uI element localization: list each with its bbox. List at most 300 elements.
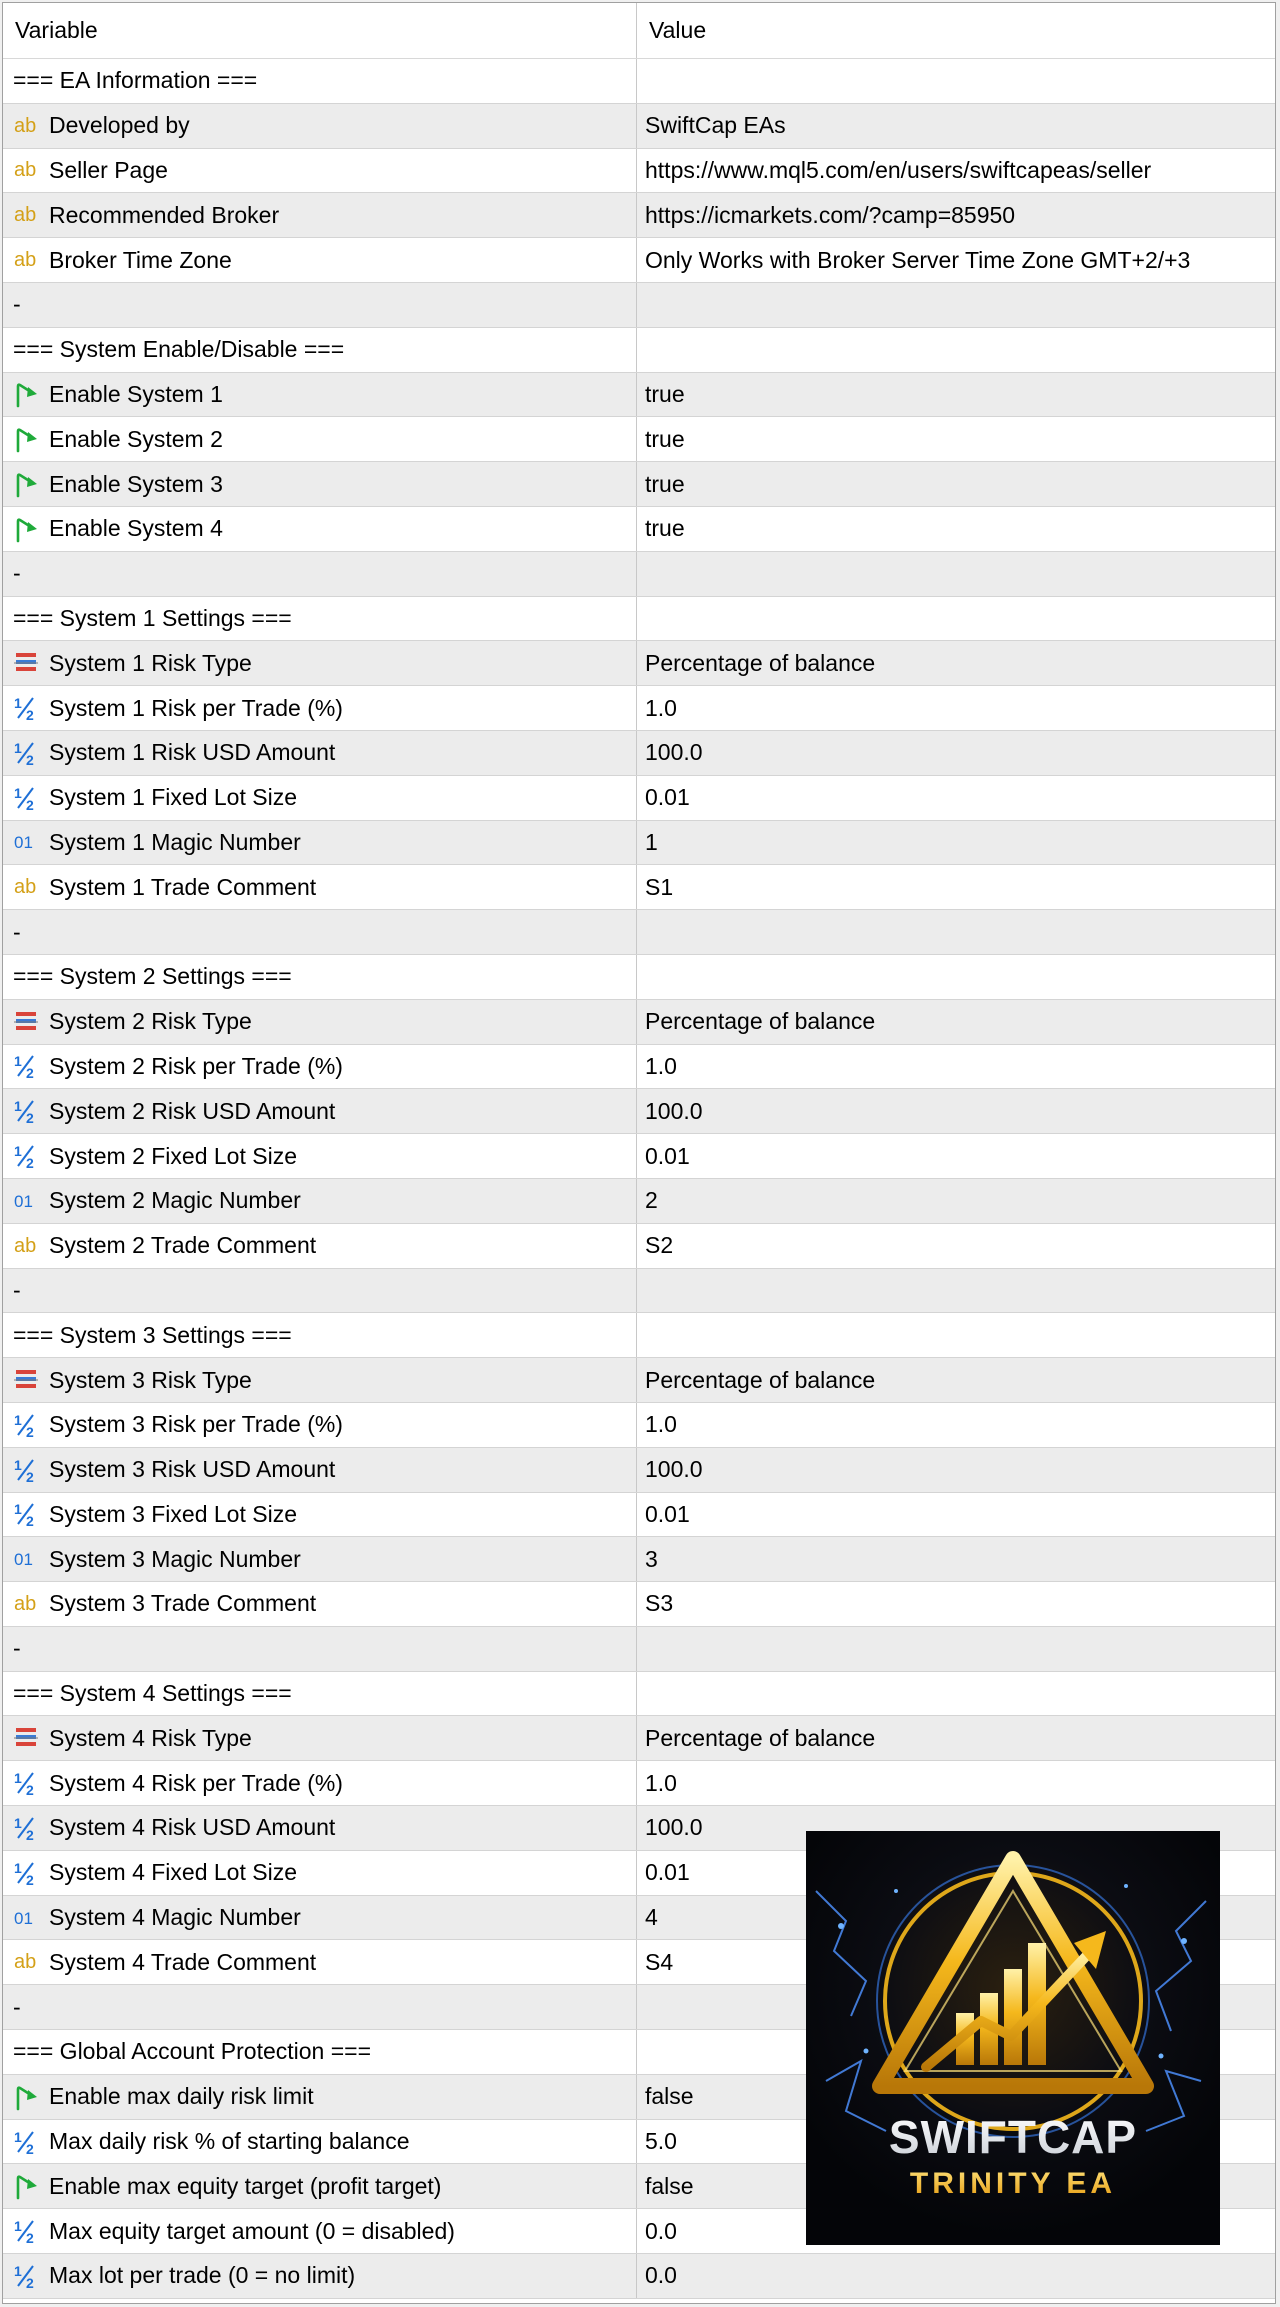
- variable-label: Enable System 3: [49, 470, 223, 497]
- table-row[interactable]: [3, 1403, 1275, 1448]
- table-row[interactable]: [3, 59, 1275, 104]
- variable-label: Enable System 1: [49, 380, 223, 407]
- value-cell[interactable]: [637, 686, 1275, 730]
- svg-text:2: 2: [26, 1513, 34, 1529]
- value-cell[interactable]: [637, 731, 1275, 775]
- value-cell[interactable]: [637, 641, 1275, 685]
- bool-type-icon: [13, 424, 41, 454]
- table-row[interactable]: [3, 1627, 1275, 1672]
- string-type-icon: [13, 1589, 41, 1619]
- variable-cell: [3, 2164, 637, 2208]
- table-row[interactable]: [3, 1045, 1275, 1090]
- variable-label: System 4 Risk per Trade (%): [49, 1769, 343, 1796]
- variable-cell: [3, 1313, 637, 1357]
- table-row[interactable]: [3, 1493, 1275, 1538]
- variable-cell: [3, 373, 637, 417]
- value-text: Percentage of balance: [645, 1724, 876, 1751]
- value-cell[interactable]: [637, 1134, 1275, 1178]
- logo-line1: SWIFTCAP: [888, 2111, 1138, 2163]
- variable-label: -: [13, 560, 21, 587]
- value-text: Percentage of balance: [645, 1008, 876, 1035]
- value-cell[interactable]: [637, 1358, 1275, 1402]
- value-cell[interactable]: [637, 1716, 1275, 1760]
- variable-label: System 3 Fixed Lot Size: [49, 1500, 297, 1527]
- value-cell[interactable]: [637, 104, 1275, 148]
- bool-type-icon: [13, 2171, 41, 2201]
- variable-label: Max lot per trade (0 = no limit): [49, 2262, 356, 2289]
- variable-cell: [3, 776, 637, 820]
- variable-cell: [3, 1940, 637, 1984]
- variable-cell: [3, 1493, 637, 1537]
- variable-cell: [3, 104, 637, 148]
- variable-label: System 1 Trade Comment: [49, 873, 317, 900]
- double-type-icon: [13, 2261, 41, 2291]
- value-text: 1.0: [645, 1052, 677, 1079]
- svg-text:2: 2: [26, 1065, 34, 1081]
- variable-label: System 1 Risk USD Amount: [49, 739, 336, 766]
- variable-cell: [3, 2209, 637, 2253]
- integer-type-icon: [13, 1186, 41, 1216]
- value-cell[interactable]: [637, 417, 1275, 461]
- variable-label: System 4 Magic Number: [49, 1904, 301, 1931]
- svg-text:1: 1: [14, 784, 22, 801]
- svg-text:2: 2: [26, 751, 34, 767]
- variable-cell: [3, 507, 637, 551]
- table-row[interactable]: [3, 1313, 1275, 1358]
- variable-cell: [3, 1985, 637, 2029]
- enum-type-icon: [13, 1365, 41, 1395]
- value-cell[interactable]: [637, 507, 1275, 551]
- svg-text:1: 1: [14, 1456, 22, 1473]
- variable-cell: [3, 2120, 637, 2164]
- table-row[interactable]: [3, 238, 1275, 283]
- variable-label: System 2 Risk Type: [49, 1008, 252, 1035]
- value-cell[interactable]: [637, 2254, 1275, 2298]
- enum-type-icon: [13, 648, 41, 678]
- variable-label: System 2 Trade Comment: [49, 1232, 317, 1259]
- value-text: false: [645, 2172, 694, 2199]
- svg-text:1: 1: [14, 2218, 22, 2235]
- variable-cell: [3, 1224, 637, 1268]
- svg-text:2: 2: [26, 796, 34, 812]
- svg-text:2: 2: [26, 1782, 34, 1798]
- value-text: SwiftCap EAs: [645, 112, 786, 139]
- variable-cell: [3, 1179, 637, 1223]
- value-text: 1.0: [645, 694, 677, 721]
- variable-label: Recommended Broker: [49, 201, 280, 228]
- double-type-icon: [13, 1410, 41, 1440]
- variable-cell: [3, 417, 637, 461]
- double-type-icon: [13, 738, 41, 768]
- variable-cell: [3, 2254, 637, 2298]
- value-text: false: [645, 2083, 694, 2110]
- value-text: true: [645, 380, 685, 407]
- svg-text:1: 1: [14, 1859, 22, 1876]
- variable-cell: [3, 462, 637, 506]
- value-cell[interactable]: [637, 1493, 1275, 1537]
- variable-cell: [3, 1269, 637, 1313]
- enum-type-icon: [13, 1723, 41, 1753]
- variable-label: -: [13, 1635, 21, 1662]
- variable-label: === Global Account Protection ===: [13, 2038, 372, 2065]
- svg-text:ab: ab: [14, 1951, 37, 1974]
- variable-label: System 4 Risk USD Amount: [49, 1814, 336, 1841]
- variable-label: Seller Page: [49, 156, 168, 183]
- variable-label: Max equity target amount (0 = disabled): [49, 2217, 455, 2244]
- value-cell: [637, 328, 1275, 372]
- variable-label: System 4 Risk Type: [49, 1724, 252, 1751]
- double-type-icon: [13, 1096, 41, 1126]
- integer-type-icon: [13, 827, 41, 857]
- table-row[interactable]: [3, 1000, 1275, 1045]
- svg-text:01: 01: [14, 1191, 33, 1211]
- svg-text:2: 2: [26, 1826, 34, 1842]
- table-row[interactable]: [3, 1358, 1275, 1403]
- value-text: 1.0: [645, 1769, 677, 1796]
- table-row[interactable]: [3, 1134, 1275, 1179]
- value-cell: [637, 955, 1275, 999]
- variable-label: -: [13, 291, 21, 318]
- svg-text:2: 2: [26, 1423, 34, 1439]
- value-text: Only Works with Broker Server Time Zone GMT+2/+3: [645, 246, 1191, 273]
- table-row[interactable]: [3, 328, 1275, 373]
- table-row[interactable]: [3, 1716, 1275, 1761]
- variable-label: Enable max daily risk limit: [49, 2083, 314, 2110]
- variable-label: Enable System 2: [49, 425, 223, 452]
- value-text: 0.0: [645, 2262, 677, 2289]
- svg-text:1: 1: [14, 1053, 22, 1070]
- value-cell[interactable]: [637, 1537, 1275, 1581]
- variable-cell: [3, 283, 637, 327]
- value-cell: [637, 552, 1275, 596]
- double-type-icon: [13, 2216, 41, 2246]
- value-text: Percentage of balance: [645, 649, 876, 676]
- table-row[interactable]: [3, 1269, 1275, 1314]
- value-text: S4: [645, 1948, 674, 1975]
- table-row[interactable]: [3, 283, 1275, 328]
- variable-label: System 1 Fixed Lot Size: [49, 784, 297, 811]
- variable-label: Enable max equity target (profit target): [49, 2172, 442, 2199]
- svg-text:1: 1: [14, 2128, 22, 2145]
- bool-type-icon: [13, 469, 41, 499]
- svg-text:2: 2: [26, 2230, 34, 2246]
- variable-label: Developed by: [49, 112, 190, 139]
- string-type-icon: [13, 200, 41, 230]
- table-row[interactable]: [3, 597, 1275, 642]
- variable-label: Enable System 4: [49, 515, 223, 542]
- table-row[interactable]: [3, 1448, 1275, 1493]
- value-cell[interactable]: [637, 1582, 1275, 1626]
- svg-text:1: 1: [14, 1143, 22, 1160]
- value-text: 0.01: [645, 1500, 690, 1527]
- value-text: Percentage of balance: [645, 1366, 876, 1393]
- variable-label: -: [13, 918, 21, 945]
- variable-label: === EA Information ===: [13, 67, 258, 94]
- double-type-icon: [13, 693, 41, 723]
- table-row[interactable]: [3, 1179, 1275, 1224]
- header-value[interactable]: Value: [649, 17, 707, 43]
- logo-line2: TRINITY EA: [909, 2167, 1117, 2200]
- value-cell[interactable]: [637, 821, 1275, 865]
- svg-text:2: 2: [26, 2140, 34, 2156]
- value-text: https://icmarkets.com/?camp=85950: [645, 201, 1016, 228]
- value-text: 3: [645, 1545, 658, 1572]
- table-row[interactable]: [3, 2254, 1275, 2299]
- value-text: 0.01: [645, 1142, 690, 1169]
- table-row[interactable]: [3, 1089, 1275, 1134]
- variable-cell: [3, 2075, 637, 2119]
- table-row[interactable]: [3, 776, 1275, 821]
- bool-type-icon: [13, 514, 41, 544]
- enum-type-icon: [13, 1007, 41, 1037]
- variable-label: === System 4 Settings ===: [13, 1680, 292, 1707]
- variable-cell: [3, 1089, 637, 1133]
- string-type-icon: [13, 1231, 41, 1261]
- svg-text:1: 1: [14, 695, 22, 712]
- value-cell[interactable]: [637, 149, 1275, 193]
- double-type-icon: [13, 2127, 41, 2157]
- value-text: true: [645, 470, 685, 497]
- value-text: 100.0: [645, 1814, 703, 1841]
- table-row[interactable]: [3, 1224, 1275, 1269]
- variable-cell: [3, 955, 637, 999]
- double-type-icon: [13, 1141, 41, 1171]
- value-cell[interactable]: [637, 1403, 1275, 1447]
- svg-text:2: 2: [26, 1871, 34, 1887]
- value-cell[interactable]: [637, 462, 1275, 506]
- table-row[interactable]: [3, 641, 1275, 686]
- table-row[interactable]: [3, 1761, 1275, 1806]
- variable-cell: [3, 597, 637, 641]
- svg-text:01: 01: [14, 1908, 33, 1928]
- variable-cell: [3, 1045, 637, 1089]
- svg-text:1: 1: [14, 2262, 22, 2279]
- svg-text:2: 2: [26, 1110, 34, 1126]
- value-cell[interactable]: [637, 1224, 1275, 1268]
- table-row[interactable]: [3, 417, 1275, 462]
- table-row[interactable]: [3, 821, 1275, 866]
- variable-cell: [3, 641, 637, 685]
- variable-label: System 2 Risk per Trade (%): [49, 1052, 343, 1079]
- variable-cell: [3, 1851, 637, 1895]
- variable-label: System 2 Magic Number: [49, 1187, 301, 1214]
- variable-cell: [3, 1672, 637, 1716]
- value-cell[interactable]: [637, 1761, 1275, 1805]
- variable-label: System 1 Risk Type: [49, 649, 252, 676]
- variable-cell: [3, 821, 637, 865]
- svg-text:2: 2: [26, 1155, 34, 1171]
- swiftcap-trinity-logo: [806, 1831, 1220, 2245]
- string-type-icon: [13, 245, 41, 275]
- value-text: true: [645, 515, 685, 542]
- bool-type-icon: [13, 2082, 41, 2112]
- svg-text:01: 01: [14, 833, 33, 853]
- variable-cell: [3, 2030, 637, 2074]
- svg-text:1: 1: [14, 1501, 22, 1518]
- string-type-icon: [13, 872, 41, 902]
- value-cell[interactable]: [637, 776, 1275, 820]
- value-text: S1: [645, 873, 674, 900]
- variable-label: System 3 Risk Type: [49, 1366, 252, 1393]
- double-type-icon: [13, 1858, 41, 1888]
- variable-cell: [3, 328, 637, 372]
- value-text: 1: [645, 828, 658, 855]
- double-type-icon: [13, 1813, 41, 1843]
- variable-cell: [3, 910, 637, 954]
- variable-cell: [3, 1627, 637, 1671]
- svg-text:1: 1: [14, 1814, 22, 1831]
- table-row[interactable]: [3, 193, 1275, 238]
- bool-type-icon: [13, 379, 41, 409]
- table-row[interactable]: [3, 865, 1275, 910]
- variable-label: System 3 Magic Number: [49, 1545, 301, 1572]
- double-type-icon: [13, 1455, 41, 1485]
- svg-text:01: 01: [14, 1550, 33, 1570]
- value-cell: [637, 283, 1275, 327]
- svg-text:ab: ab: [14, 876, 37, 899]
- value-cell[interactable]: [637, 1000, 1275, 1044]
- value-text: 0.0: [645, 2217, 677, 2244]
- variable-cell: [3, 1896, 637, 1940]
- variable-cell: [3, 1806, 637, 1850]
- svg-text:ab: ab: [14, 249, 37, 272]
- table-row[interactable]: [3, 1537, 1275, 1582]
- variable-label: === System 1 Settings ===: [13, 604, 292, 631]
- variable-cell: [3, 1716, 637, 1760]
- variable-label: System 4 Fixed Lot Size: [49, 1859, 297, 1886]
- value-cell: [637, 1269, 1275, 1313]
- variable-cell: [3, 865, 637, 909]
- double-type-icon: [13, 1499, 41, 1529]
- table-row[interactable]: [3, 462, 1275, 507]
- string-type-icon: [13, 1947, 41, 1977]
- double-type-icon: [13, 1768, 41, 1798]
- svg-text:ab: ab: [14, 114, 37, 137]
- value-cell[interactable]: [637, 238, 1275, 282]
- table-row[interactable]: [3, 507, 1275, 552]
- svg-text:ab: ab: [14, 1592, 37, 1615]
- value-text: 100.0: [645, 1456, 703, 1483]
- table-row[interactable]: [3, 955, 1275, 1000]
- value-cell[interactable]: [637, 1045, 1275, 1089]
- variable-label: System 2 Risk USD Amount: [49, 1097, 336, 1124]
- variable-cell: [3, 1448, 637, 1492]
- variable-cell: [3, 686, 637, 730]
- variable-cell: [3, 59, 637, 103]
- value-text: 100.0: [645, 1097, 703, 1124]
- value-cell: [637, 910, 1275, 954]
- variable-cell: [3, 1134, 637, 1178]
- svg-text:1: 1: [14, 1098, 22, 1115]
- table-row[interactable]: [3, 552, 1275, 597]
- value-text: S3: [645, 1590, 674, 1617]
- value-text: https://www.mql5.com/en/users/swiftcapeas/seller: [645, 156, 1152, 183]
- integer-type-icon: [13, 1903, 41, 1933]
- variable-label: Max daily risk % of starting balance: [49, 2128, 410, 2155]
- value-cell[interactable]: [637, 865, 1275, 909]
- variable-label: System 3 Trade Comment: [49, 1590, 317, 1617]
- value-text: 4: [645, 1904, 658, 1931]
- svg-text:2: 2: [26, 2274, 34, 2290]
- variable-label: System 3 Risk per Trade (%): [49, 1411, 343, 1438]
- variable-label: -: [13, 1276, 21, 1303]
- value-cell[interactable]: [637, 1089, 1275, 1133]
- value-cell[interactable]: [637, 1448, 1275, 1492]
- value-cell: [637, 1672, 1275, 1716]
- value-cell[interactable]: [637, 1179, 1275, 1223]
- table-row[interactable]: [3, 731, 1275, 776]
- table-row[interactable]: [3, 910, 1275, 955]
- value-cell: [637, 1627, 1275, 1671]
- table-row[interactable]: [3, 149, 1275, 194]
- table-row[interactable]: [3, 373, 1275, 418]
- variable-cell: [3, 193, 637, 237]
- svg-text:1: 1: [14, 1411, 22, 1428]
- variable-cell: [3, 1582, 637, 1626]
- variable-cell: [3, 149, 637, 193]
- variable-cell: [3, 1537, 637, 1581]
- variable-label: System 1 Magic Number: [49, 828, 301, 855]
- variable-label: Broker Time Zone: [49, 246, 232, 273]
- svg-text:2: 2: [26, 707, 34, 723]
- variable-cell: [3, 238, 637, 282]
- table-row[interactable]: [3, 1672, 1275, 1717]
- table-row[interactable]: [3, 1582, 1275, 1627]
- variable-label: System 3 Risk USD Amount: [49, 1456, 336, 1483]
- value-text: 100.0: [645, 739, 703, 766]
- value-cell: [637, 597, 1275, 641]
- variable-cell: [3, 1358, 637, 1402]
- svg-text:1: 1: [14, 1770, 22, 1787]
- value-text: 0.01: [645, 1859, 690, 1886]
- variable-label: System 2 Fixed Lot Size: [49, 1142, 297, 1169]
- variable-label: -: [13, 1993, 21, 2020]
- svg-text:ab: ab: [14, 1234, 37, 1257]
- svg-text:ab: ab: [14, 204, 37, 227]
- string-type-icon: [13, 155, 41, 185]
- value-text: 5.0: [645, 2128, 677, 2155]
- double-type-icon: [13, 1051, 41, 1081]
- value-cell: [637, 1313, 1275, 1357]
- value-cell: [637, 59, 1275, 103]
- value-text: S2: [645, 1232, 674, 1259]
- logo-artwork: [806, 1831, 1220, 2245]
- variable-label: System 1 Risk per Trade (%): [49, 694, 343, 721]
- value-cell[interactable]: [637, 373, 1275, 417]
- variable-cell: [3, 1403, 637, 1447]
- svg-text:1: 1: [14, 739, 22, 756]
- value-text: 1.0: [645, 1411, 677, 1438]
- value-text: true: [645, 425, 685, 452]
- variable-label: === System 3 Settings ===: [13, 1321, 292, 1348]
- variable-label: === System 2 Settings ===: [13, 963, 292, 990]
- svg-text:2: 2: [26, 1468, 34, 1484]
- variable-label: === System Enable/Disable ===: [13, 336, 345, 363]
- table-row[interactable]: [3, 104, 1275, 149]
- table-row[interactable]: [3, 686, 1275, 731]
- variable-label: System 4 Trade Comment: [49, 1948, 317, 1975]
- string-type-icon: [13, 111, 41, 141]
- value-text: 0.01: [645, 784, 690, 811]
- variable-cell: [3, 731, 637, 775]
- variable-cell: [3, 1761, 637, 1805]
- integer-type-icon: [13, 1544, 41, 1574]
- double-type-icon: [13, 783, 41, 813]
- header-variable[interactable]: Variable: [3, 3, 637, 58]
- value-cell[interactable]: [637, 193, 1275, 237]
- value-text: 2: [645, 1187, 658, 1214]
- variable-cell: [3, 1000, 637, 1044]
